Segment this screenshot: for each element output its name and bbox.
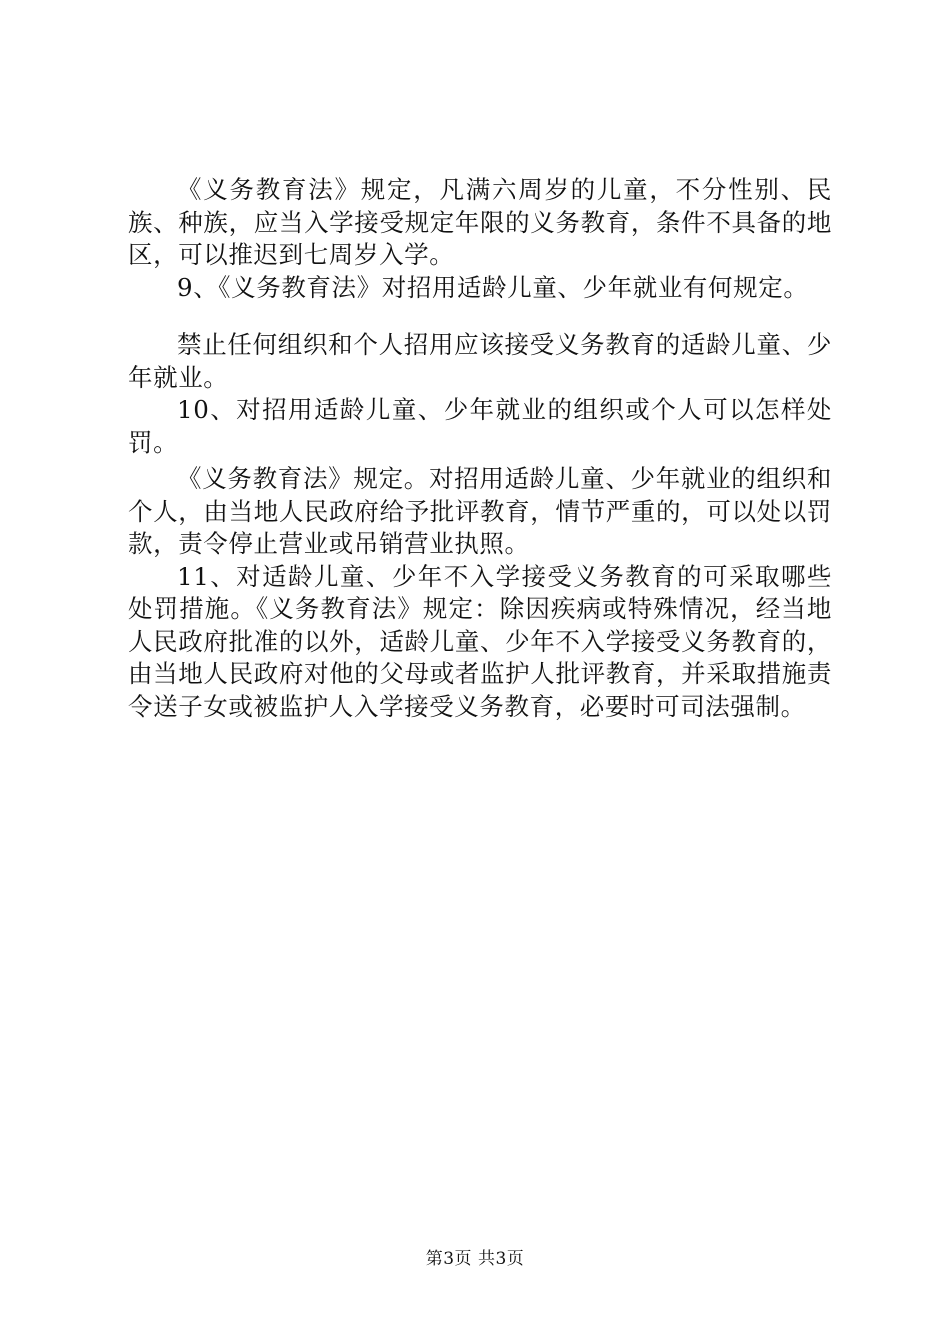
paragraph-employment-ban: 禁止任何组织和个人招用应该接受义务教育的适龄儿童、少年就业。: [128, 330, 832, 392]
question-9-heading: 9、《义务教育法》对招用适龄儿童、少年就业有何规定。: [177, 272, 809, 302]
page-number-footer: 第3页 共3页: [425, 1249, 525, 1269]
question-10-heading: 10、对招用适龄儿童、少年就业的组织或个人可以怎样处罚。: [128, 395, 832, 457]
question-11-paragraph: 11、对适龄儿童、少年不入学接受义务教育的可采取哪些处罚措施。《义务教育法》规定：除因疾病或特殊情况，经当地人民政府批准的以外，适龄儿童、少年不入学接受义务教育的，由当地人民政府对他的父母或者监护人批评教育，并采取措施责令送子女或被监护人入学接受义务教育，必要时可司法强制。: [128, 561, 832, 721]
paragraph-employer-penalty: 《义务教育法》规定。对招用适龄儿童、少年就业的组织和个人，由当地人民政府给予批评教育，情节严重的，可以处以罚款，责令停止营业或吊销营业执照。: [128, 464, 832, 558]
document-body: [128, 174, 832, 723]
paragraph-age-requirement: 《义务教育法》规定，凡满六周岁的儿童，不分性别、民族、种族，应当入学接受规定年限的义务教育，条件不具备的地区，可以推迟到七周岁入学。: [128, 175, 832, 269]
